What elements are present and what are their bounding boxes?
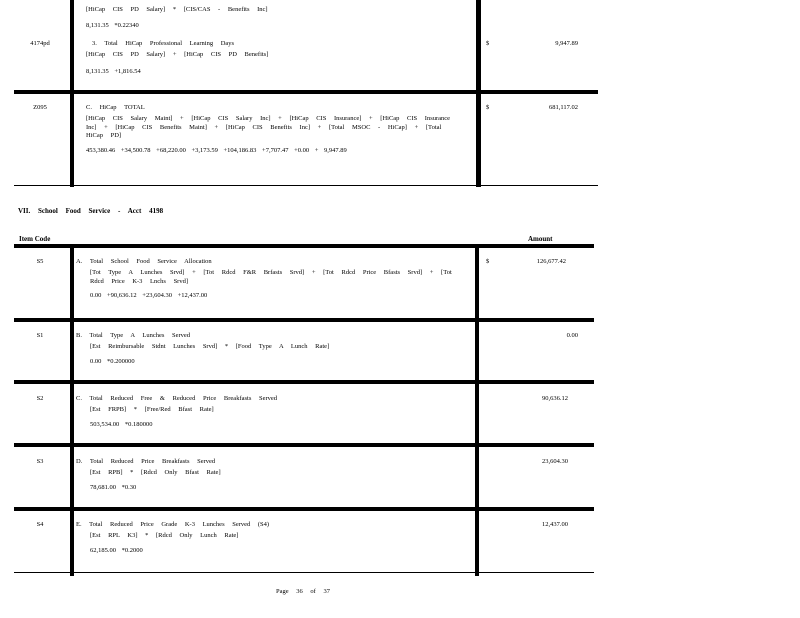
row-s1-values: 0.00 *0.200000 [90,357,135,365]
partial-row [86,6,466,31]
row-s3-amount: 23,604.30 [542,458,568,465]
row-s4 [76,521,456,555]
row-s1-formula: [Est Reimbursable Stdnt Lunches Srvd] * [Food Type A Lunch Rate] [90,343,330,351]
row-4174pd-dollar: $ [486,40,490,47]
row-4174pd-amount: 9,947.89 [555,40,578,47]
row-s3-formula: [Est RPB] * [Rdcd Only Bfast Rate] [90,469,221,477]
row-separator [14,90,598,94]
row-s2-amount: 90,636.12 [542,395,568,402]
partial-row-formula: [HiCap CIS PD Salary] * [CIS/CAS - Benefits Inc] [86,6,268,13]
column-header-amount: Amount [528,235,553,243]
row-s2-label: C. Total Reduced Free & Reduced Price Breakfasts Served [76,395,278,402]
row-s5-label: A. Total School Food Service Allocation [76,258,212,265]
row-s2-formula: [Est FRPB] * [Free/Red Bfast Rate] [90,406,214,414]
row-z095-code: Z095 [33,104,47,111]
row-s3 [76,458,456,492]
row-s4-label: E. Total Reduced Price Grade K-3 Lunches Served (S4) [76,521,270,528]
food-table-amount-border [475,244,479,576]
row-s3-code: S3 [36,458,44,465]
section-title: VII. School Food Service - Acct 4198 [18,207,164,215]
row-s5-formula: [Tot Type A Lunches Srvd] + [Tot Rdcd F&R Brfasts Srvd] + [Tot Rdcd Price Bfasts Srvd] + [Tot Rdcd Price K-3 Lnchs Srvd] [90,269,452,285]
page-number: Page 36 of 37 [276,588,330,595]
top-table-bottom-border [14,185,598,186]
row-s3-values: 78,681.00 *0.30 [90,483,137,491]
row-4174pd-label: 3. Total HiCap Professional Learning Days [92,40,235,47]
row-s5-code: S5 [36,258,44,265]
column-header-item-code: Item Code [19,235,51,243]
row-z095-dollar: $ [486,104,490,111]
row-s4-values: 62,185.00 *0.2000 [90,546,143,554]
row-separator [14,443,594,447]
row-s1-code: S1 [36,332,44,339]
row-z095-amount: 681,117.02 [548,104,578,111]
row-4174pd-values: 8,131.35 +1,816.54 [86,67,141,75]
row-z095-formula: [HiCap CIS Salary Maint] + [HiCap CIS Salary Inc] + [HiCap CIS Insurance] + [HiCap CIS Insurance Inc] + [HiCap CIS Benefits Maint] + [HiCap CIS Benefits Inc] + [Total MSOC - HiCap] + [Total HiCap PD] [86,115,451,140]
row-s5-dollar: $ [486,258,490,265]
partial-row-values: 8,131.35 *0.22340 [86,22,139,30]
row-z095 [86,104,466,155]
row-z095-label: C. HiCap TOTAL [86,104,145,111]
row-s5-amount: 126,677.42 [536,258,566,265]
row-4174pd-code: 4174pd [30,40,50,47]
row-4174pd [86,40,466,76]
row-s3-label: D. Total Reduced Price Breakfasts Served [76,458,216,465]
row-s4-formula: [Est RPL K3] * [Rdcd Only Lunch Rate] [90,532,239,540]
row-s4-amount: 12,437.00 [542,521,568,528]
row-s2-values: 503,534.00 *0.180000 [90,420,153,428]
row-separator [14,507,594,511]
row-z095-values: 453,380.46 +34,500.78 +68,220.00 +3,173.59 +104,186.83 +7,707.47 +0.00 + 9,947.89 [86,146,347,154]
row-s5-values: 0.00 +90,636.12 +23,604.30 +12,437.00 [90,292,208,300]
food-table-bottom-border [14,572,594,573]
row-s5 [76,258,456,301]
row-4174pd-formula: [HiCap CIS PD Salary] + [HiCap CIS PD Benefits] [86,51,269,59]
row-s1-amount: 0.00 [566,332,578,339]
row-s2 [76,395,456,429]
row-separator [14,380,594,384]
row-s1-label: B. Total Type A Lunches Served [76,332,191,339]
row-s4-code: S4 [36,521,44,528]
row-s2-code: S2 [36,395,44,402]
food-table-header-border [14,244,594,248]
row-s1 [76,332,456,366]
food-table-left-border [70,244,74,576]
row-separator [14,318,594,322]
